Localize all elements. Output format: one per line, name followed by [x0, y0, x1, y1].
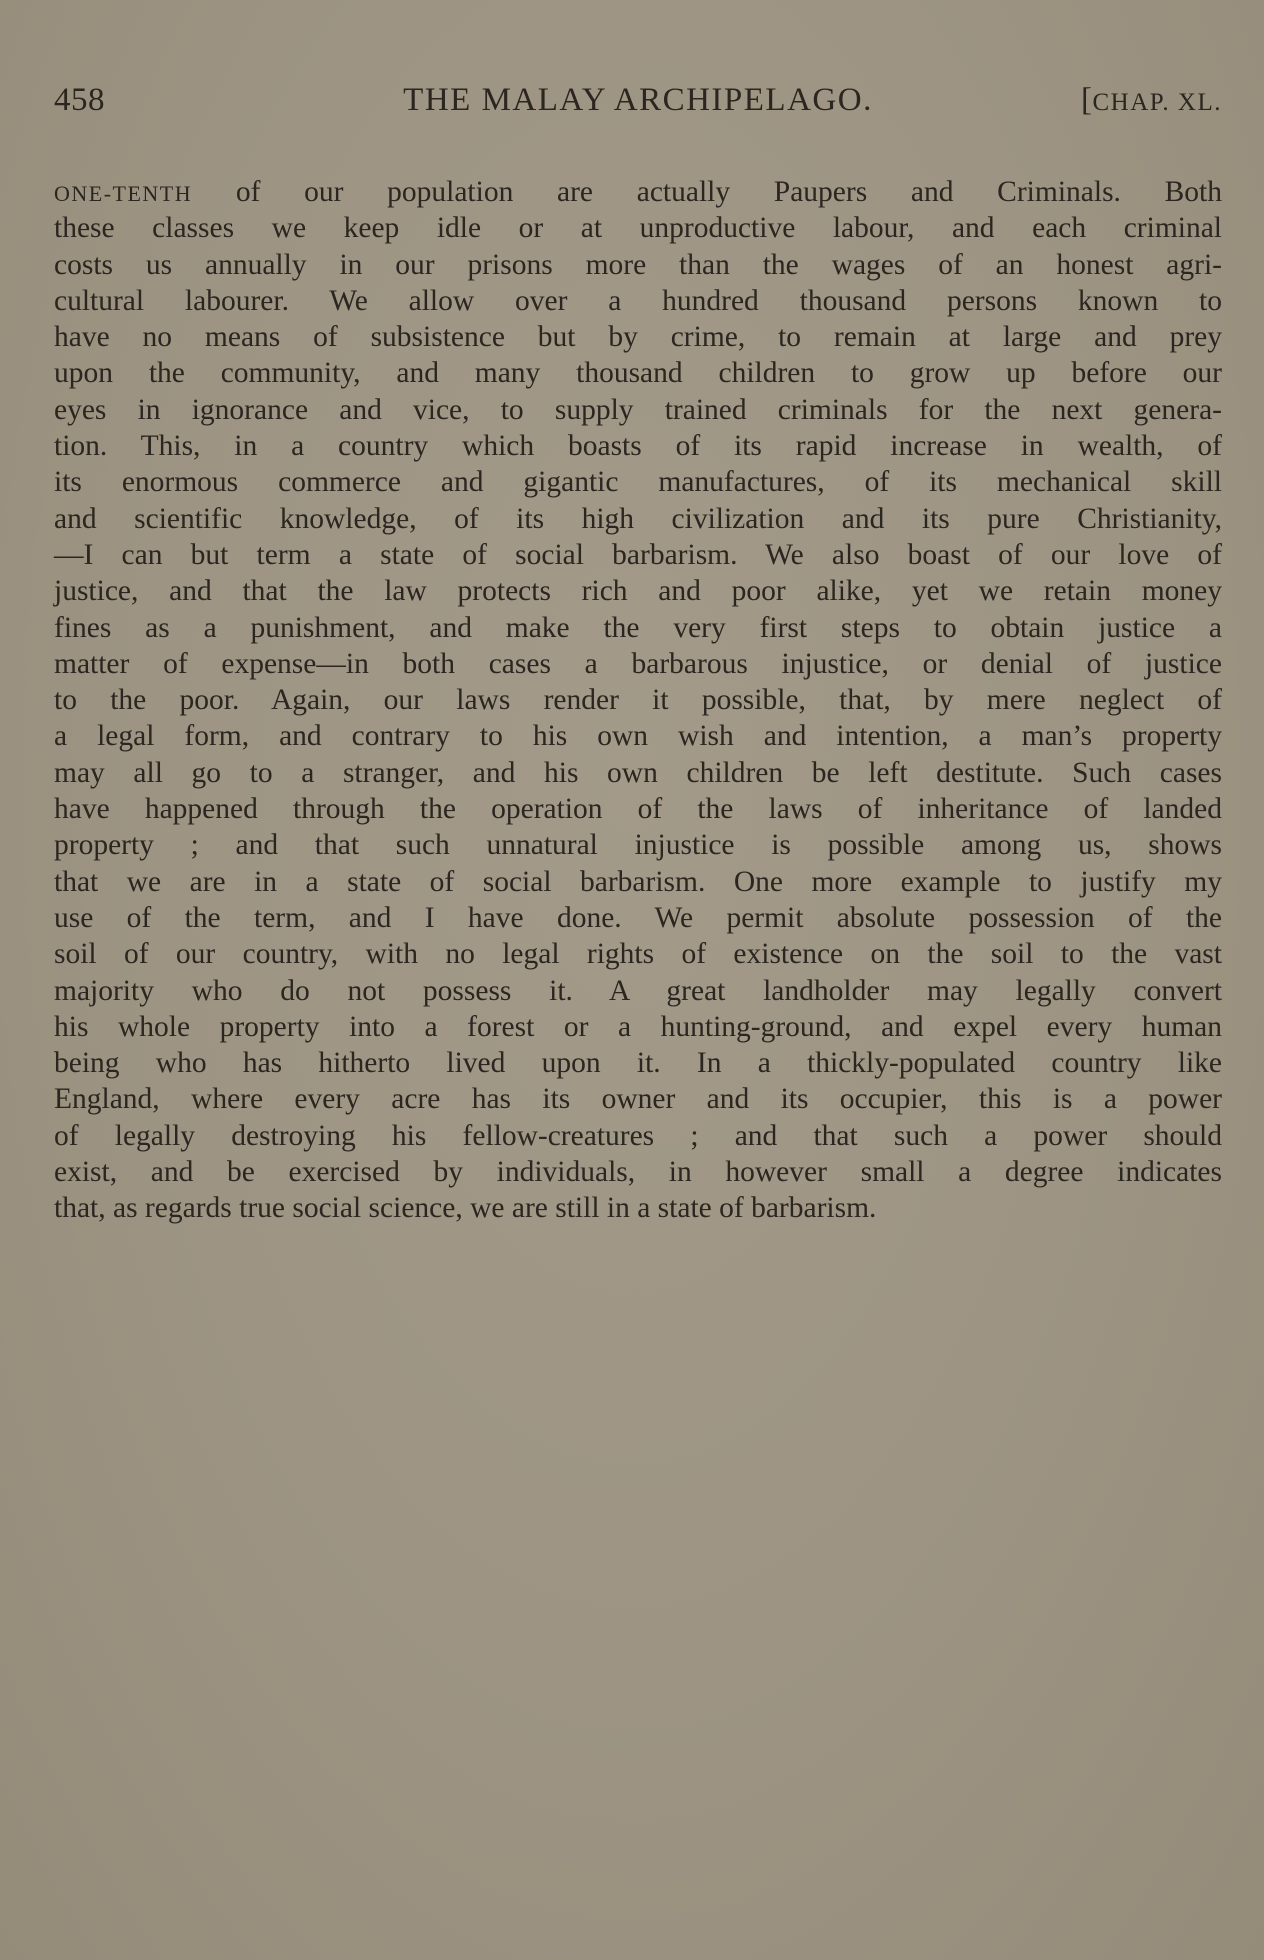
- text-line: have happened through the operation of the laws of inheritance of landed: [54, 793, 1222, 826]
- running-head: [54, 82, 1222, 122]
- text-line: [54, 174, 1222, 210]
- text-line: soil of our country, with no legal rights of existence on the soil to the vast: [54, 938, 1222, 971]
- text-line: matter of expense—in both cases a barbarous injustice, or denial of justice: [54, 647, 1222, 680]
- text-line: upon the community, and many thousand children to grow up before our: [54, 357, 1222, 390]
- text-line: his whole property into a forest or a hunting-ground, and expel every human: [54, 1010, 1222, 1043]
- text-line: cultural labourer. We allow over a hundred thousand persons known to: [54, 284, 1222, 317]
- text-line: fines as a punishment, and make the very first steps to obtain justice a: [54, 611, 1222, 644]
- text-line: being who has hitherto lived upon it. In a thickly-populated country like: [54, 1047, 1222, 1080]
- text-line: and scientific knowledge, of its high civilization and its pure Christianity,: [54, 502, 1222, 535]
- text-line: exist, and be exercised by individuals, in however small a degree indicates: [54, 1156, 1222, 1189]
- body-paragraph: [54, 174, 1222, 1227]
- text-line: that we are in a state of social barbarism. One more example to justify my: [54, 865, 1222, 898]
- lead-smallcaps: ONE-TENTH: [54, 181, 193, 206]
- text-line: that, as regards true social science, we are still in a state of barbarism.: [54, 1192, 877, 1225]
- text-line: to the poor. Again, our laws render it possible, that, by mere neglect of: [54, 684, 1222, 717]
- text-line: have no means of subsistence but by crime, to remain at large and prey: [54, 321, 1222, 354]
- chapter-reference: [1081, 82, 1222, 119]
- text-line: majority who do not possess it. A great landholder may legally convert: [54, 974, 1222, 1007]
- book-title: THE MALAY ARCHIPELAGO.: [403, 82, 873, 118]
- chapter-bracket: [: [1081, 82, 1093, 118]
- page-number: 458: [54, 82, 105, 118]
- text-line: tion. This, in a country which boasts of its rapid increase in wealth, of: [54, 430, 1222, 463]
- text-line: these classes we keep idle or at unproductive labour, and each criminal: [54, 212, 1222, 245]
- text-line: property ; and that such unnatural injustice is possible among us, shows: [54, 829, 1222, 862]
- text-line: costs us annually in our prisons more than the wages of an honest agri-: [54, 248, 1222, 281]
- text-line-content: of our population are actually Paupers and Criminals. Both: [192, 176, 1222, 208]
- text-line: —I can but term a state of social barbarism. We also boast of our love of: [54, 538, 1222, 571]
- chapter-label: CHAP. XL.: [1092, 89, 1222, 116]
- text-line: its enormous commerce and gigantic manufactures, of its mechanical skill: [54, 466, 1222, 499]
- text-line: may all go to a stranger, and his own children be left destitute. Such cases: [54, 756, 1222, 789]
- text-line: England, where every acre has its owner and its occupier, this is a power: [54, 1083, 1222, 1116]
- text-line: justice, and that the law protects rich and poor alike, yet we retain money: [54, 575, 1222, 608]
- text-line: a legal form, and contrary to his own wish and intention, a man’s property: [54, 720, 1222, 753]
- text-line: use of the term, and I have done. We permit absolute possession of the: [54, 901, 1222, 934]
- text-line: of legally destroying his fellow-creatures ; and that such a power should: [54, 1119, 1222, 1152]
- text-line: eyes in ignorance and vice, to supply trained criminals for the next genera-: [54, 393, 1222, 426]
